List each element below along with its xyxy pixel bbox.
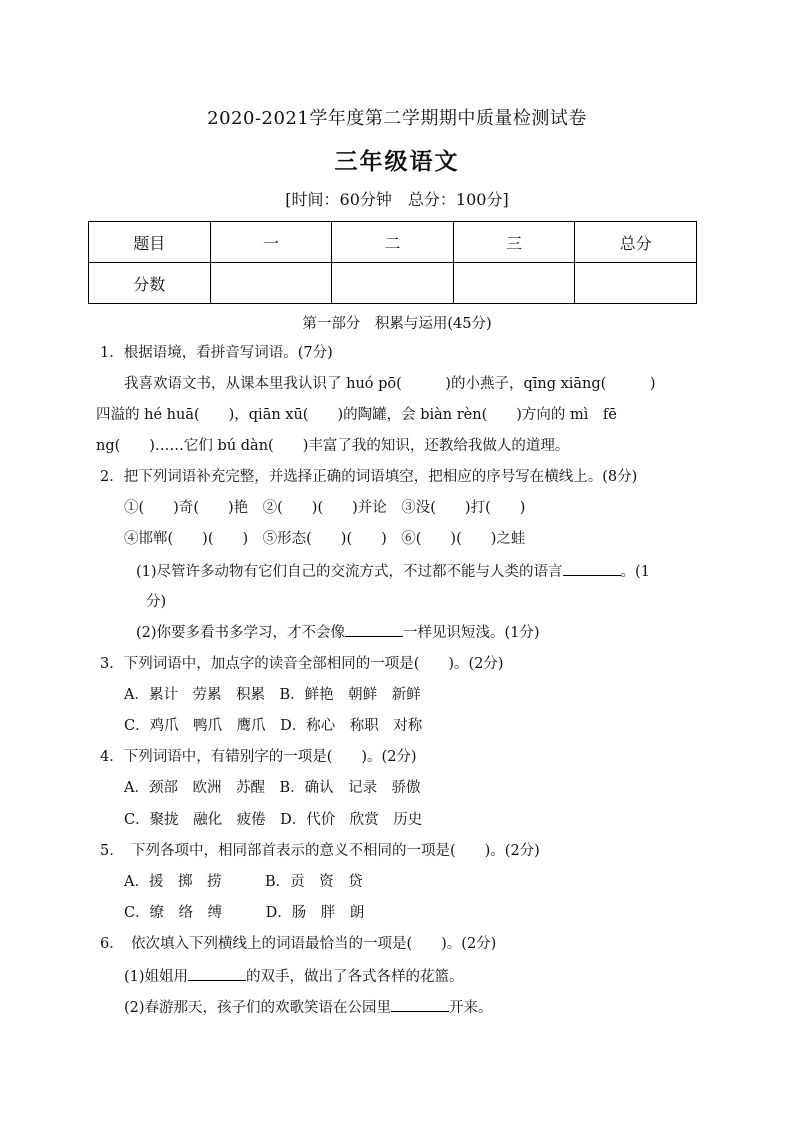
sentence-text: 开来。 [449,1000,493,1016]
score-cell[interactable] [210,263,332,304]
question-3-stem: 3．下列词语中，加点字的读音全部相同的一项是( )。(2分) [100,656,504,672]
question-2-sentence-1-cont: 分) [146,594,167,610]
sentence-text: (1)尽管许多动物有它们自己的交流方式，不过都不能与人类的语言 [136,564,563,580]
score-cell[interactable] [575,263,697,304]
score-header-cell: 总分 [575,222,697,263]
question-2-row-1: ①( )奇( )艳 ②( )( )并论 ③没( )打( ) [124,500,526,516]
answer-blank[interactable] [391,997,449,1012]
score-header-cell: 三 [453,222,575,263]
sentence-text: (2)春游那天，孩子们的欢歌笑语在公园里 [124,1000,392,1016]
question-1-stem: 1．根据语境，看拼音写词语。(7分) [100,345,333,361]
question-6-stem: 6． 依次填入下列横线上的词语最恰当的一项是( )。(2分) [100,936,497,952]
sentence-text: 一样见识短浅。(1分) [403,625,540,641]
score-table-score-row [89,263,697,304]
question-4-options-2: C．聚拢 融化 疲倦 D．代价 欣赏 历史 [124,812,423,828]
sentence-text: 。(1 [620,564,650,580]
exam-title: 2020-2021学年度第二学期期中质量检测试卷 [207,108,587,129]
question-3-options-1: A．累计 劳累 积累 B．鲜艳 朝鲜 新鲜 [124,687,421,703]
part-title: 第一部分 积累与运用(45分) [302,316,492,332]
sentence-text: 的双手，做出了各式各样的花篮。 [246,969,464,985]
score-table-header-row [89,222,697,263]
question-2-row-2: ④邯郸( )( ) ⑤形态( )( ) ⑥( )( )之蛙 [124,531,526,547]
question-6-sentence-2 [124,997,493,1018]
question-6-sentence-1 [124,966,464,987]
score-header-cell: 二 [332,222,454,263]
question-1-line-2: 四溢的 hé huā( )，qiān xū( )的陶罐，会 biàn rèn( )方向的 mì fē [96,407,617,423]
answer-blank[interactable] [345,622,403,637]
question-4-options-1: A．颈部 欧洲 苏醒 B．确认 记录 骄傲 [124,780,421,796]
question-2-stem: 2．把下列词语补充完整，并选择正确的词语填空，把相应的序号写在横线上。(8分) [100,469,638,485]
question-5-options-2: C．缭 络 缚 D．肠 胖 朗 [124,905,365,921]
sentence-text: (1)姐姐用 [124,969,189,985]
question-1-line-3: ng( )……它们 bú dàn( )丰富了我的知识，还教给我做人的道理。 [96,438,570,454]
answer-blank[interactable] [563,561,621,576]
score-cell[interactable] [453,263,575,304]
question-1-line-1: 我喜欢语文书，从课本里我认识了 huó pō( )的小燕子，qīng xiāng( ) [124,376,656,392]
score-cell[interactable] [332,263,454,304]
answer-blank[interactable] [188,966,246,981]
question-5-options-1: A．援 掷 捞 B．贡 资 贷 [124,874,363,890]
question-4-stem: 4．下列词语中，有错别字的一项是( )。(2分) [100,749,417,765]
question-3-options-2: C．鸡爪 鸭爪 鹰爪 D．称心 称职 对称 [124,718,423,734]
question-2-sentence-2 [136,622,540,643]
score-table [88,221,697,304]
subject-title: 三年级语文 [334,148,460,175]
sentence-text: (2)你要多看书多学习，才不会像 [136,625,346,641]
score-row-label: 分数 [89,263,211,304]
time-info: [时间：60分钟 总分：100分] [285,190,509,209]
question-5-stem: 5． 下列各项中，相同部首表示的意义不相同的一项是( )。(2分) [100,843,540,859]
score-header-cell: 一 [210,222,332,263]
question-2-sentence-1 [136,561,650,582]
score-header-cell: 题目 [89,222,211,263]
